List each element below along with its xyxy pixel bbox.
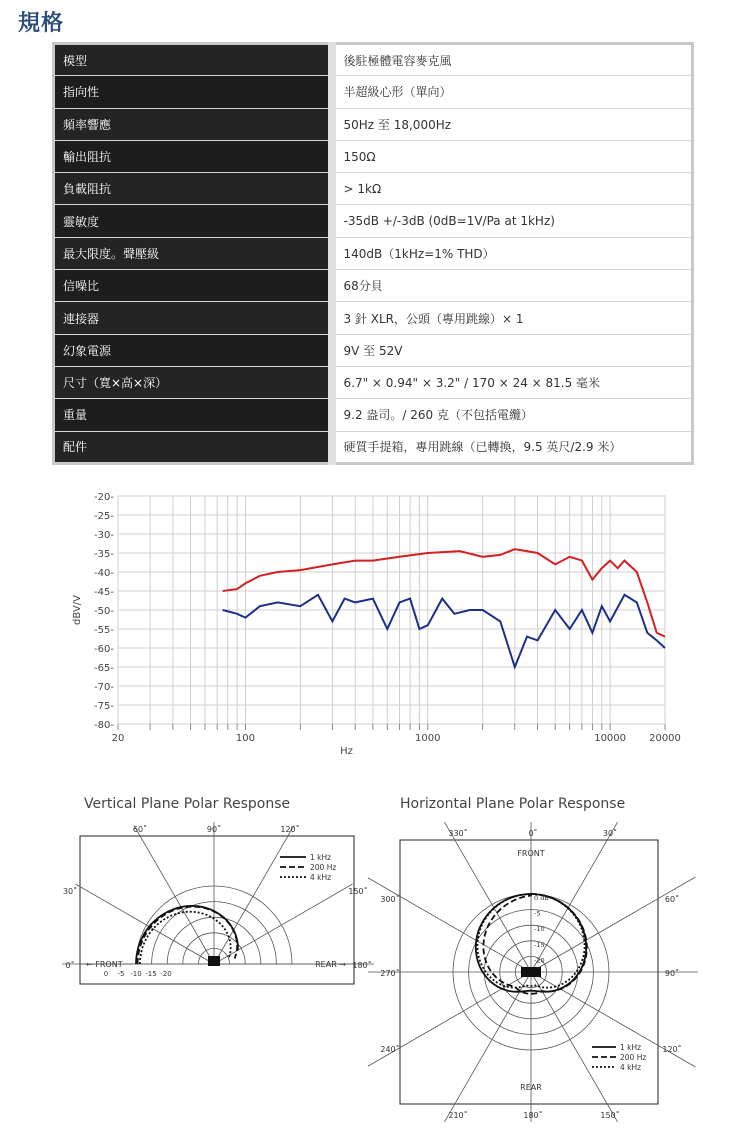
vertical-polar-title: Vertical Plane Polar Response xyxy=(84,796,291,812)
spec-table xyxy=(52,42,694,465)
polar-angle-label: 30˚ xyxy=(62,887,78,896)
rear-label: REAR xyxy=(520,1083,542,1092)
x-tick-label: 100 xyxy=(235,733,255,744)
spec-row xyxy=(54,366,693,398)
spec-value: 9V 至 52V xyxy=(332,334,693,366)
polar-angle-label: 150˚ xyxy=(348,887,368,896)
spec-value: 50Hz 至 18,000Hz xyxy=(332,108,693,140)
y-tick-label: -45- xyxy=(94,587,114,598)
radial-tick-label: -10 xyxy=(130,970,142,978)
mic-marker xyxy=(521,967,541,977)
spec-row xyxy=(54,44,693,76)
spec-value: 9.2 盎司。/ 260 克（不包括電纜） xyxy=(332,399,693,431)
spec-label: 模型 xyxy=(54,44,332,76)
y-tick-label: -70- xyxy=(94,682,114,693)
y-tick-label: -25- xyxy=(94,511,114,522)
spec-row xyxy=(54,173,693,205)
front-label: FRONT xyxy=(517,849,545,858)
spec-row xyxy=(54,237,693,269)
spec-row xyxy=(54,302,693,334)
spec-row xyxy=(54,334,693,366)
polar-angle-label: 90˚ xyxy=(206,825,222,834)
spec-row xyxy=(54,270,693,302)
spec-label: 重量 xyxy=(54,399,332,431)
spec-row xyxy=(54,205,693,237)
spec-label: 最大限度。聲壓級 xyxy=(54,237,332,269)
polar-angle-label: 60˚ xyxy=(664,895,680,904)
y-tick-label: -65- xyxy=(94,663,114,674)
polar-angle-label: 60˚ xyxy=(132,825,148,834)
x-tick-label: 20 xyxy=(111,733,125,744)
x-tick-label: 20000 xyxy=(649,733,681,744)
y-tick-label: -40- xyxy=(94,568,114,579)
spec-label: 指向性 xyxy=(54,76,332,108)
spec-value: 68分貝 xyxy=(332,270,693,302)
x-tick-label: 10000 xyxy=(594,733,627,744)
spec-value: 6.7" × 0.94" × 3.2" / 170 × 24 × 81.5 毫米 xyxy=(332,366,693,398)
rear-label: REAR → xyxy=(315,960,346,969)
spec-label: 頻率響應 xyxy=(54,108,332,140)
spec-value: 3 針 XLR，公頭（專用跳線）× 1 xyxy=(332,302,693,334)
radial-tick-label: -15 xyxy=(145,970,157,978)
polar-angle-label: 120˚ xyxy=(280,825,300,834)
polar-angle-label: 270˚ xyxy=(380,969,400,978)
spec-value: -35dB +/-3dB (0dB=1V/Pa at 1kHz) xyxy=(332,205,693,237)
y-tick-label: -80- xyxy=(94,720,114,731)
spec-label: 信噪比 xyxy=(54,270,332,302)
y-tick-label: -20- xyxy=(94,492,114,503)
spec-row xyxy=(54,76,693,108)
spec-label: 輸出阻抗 xyxy=(54,140,332,172)
spec-label: 尺寸（寬×高×深） xyxy=(54,366,332,398)
legend-label: 1 kHz xyxy=(620,1043,642,1052)
spec-value: 140dB（1kHz=1% THD） xyxy=(332,237,693,269)
radial-tick-label: -10 xyxy=(534,925,545,934)
x-tick-label: 1000 xyxy=(415,733,441,744)
spec-row xyxy=(54,431,693,463)
legend-label: 200 Hz xyxy=(620,1053,647,1062)
radial-tick-label: 0 dB xyxy=(534,894,549,902)
y-tick-label: -75- xyxy=(94,701,114,712)
polar-angle-label: 300˚ xyxy=(380,895,400,904)
front-label: ← FRONT xyxy=(86,960,123,969)
mic-marker xyxy=(208,956,220,966)
spec-value: 150Ω xyxy=(332,140,693,172)
spec-row xyxy=(54,108,693,140)
spec-label: 幻象電源 xyxy=(54,334,332,366)
horizontal-polar-title: Horizontal Plane Polar Response xyxy=(400,796,626,812)
spec-row xyxy=(54,140,693,172)
polar-angle-label: 330˚ xyxy=(448,829,468,838)
radial-tick-label: -20 xyxy=(534,956,545,965)
legend-label: 4 kHz xyxy=(310,873,332,882)
polar-angle-label: 240˚ xyxy=(380,1045,400,1054)
polar-angle-label: 150˚ xyxy=(600,1111,620,1120)
radial-tick-label: -20 xyxy=(160,970,172,978)
polar-angle-label: 0˚ xyxy=(65,961,75,970)
polar-angle-label: 30˚ xyxy=(602,829,618,838)
page-title: 規格 xyxy=(18,11,65,36)
spec-value: 硬質手提箱，專用跳線（已轉換，9.5 英尺/2.9 米） xyxy=(332,431,693,463)
legend-label: 1 kHz xyxy=(310,853,332,862)
radial-tick-label: -5 xyxy=(534,909,541,918)
y-tick-label: -30- xyxy=(94,530,114,541)
y-tick-label: -50- xyxy=(94,606,114,617)
y-tick-label: -55- xyxy=(94,625,114,636)
polar-angle-label: 210˚ xyxy=(448,1111,468,1120)
x-axis-label: Hz xyxy=(340,746,353,757)
y-tick-label: -35- xyxy=(94,549,114,560)
spec-value: 半超級心形（單向） xyxy=(332,76,693,108)
spec-label: 負載阻抗 xyxy=(54,173,332,205)
y-axis-label: dBV/V xyxy=(72,595,83,625)
spec-value: > 1kΩ xyxy=(332,173,693,205)
vertical-polar-chart xyxy=(62,822,374,992)
polar-angle-label: 120˚ xyxy=(662,1045,682,1054)
frequency-response-chart xyxy=(0,480,750,770)
radial-tick-label: -5 xyxy=(117,970,125,978)
polar-angle-label: 0˚ xyxy=(528,829,538,838)
polar-angle-label: 90˚ xyxy=(664,969,680,978)
legend-label: 200 Hz xyxy=(310,863,337,872)
polar-angle-label: 180˚ xyxy=(352,961,372,970)
spec-label: 靈敏度 xyxy=(54,205,332,237)
spec-value: 後駐極體電容麥克風 xyxy=(332,44,693,76)
polar-angle-label: 180˚ xyxy=(523,1111,543,1120)
radial-tick-label: -15 xyxy=(534,940,545,949)
radial-tick-label: 0 xyxy=(103,970,109,978)
spec-row xyxy=(54,399,693,431)
horizontal-polar-chart xyxy=(368,822,698,1122)
spec-label: 連接器 xyxy=(54,302,332,334)
legend-label: 4 kHz xyxy=(620,1063,642,1072)
spec-label: 配件 xyxy=(54,431,332,463)
y-tick-label: -60- xyxy=(94,644,114,655)
